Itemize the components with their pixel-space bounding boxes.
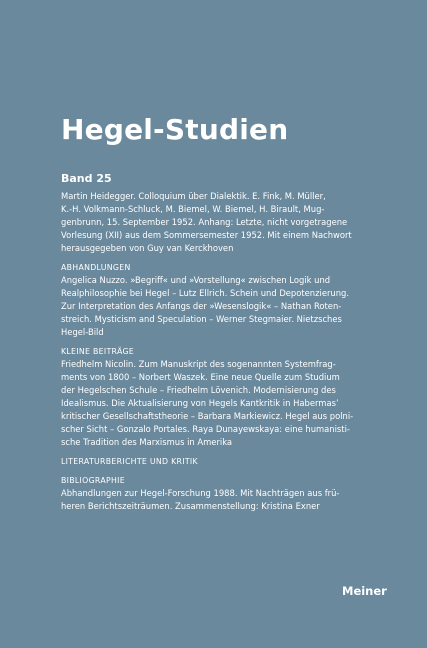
- section-heading-literaturberichte: LITERATURBERICHTE UND KRITIK: [61, 457, 198, 466]
- kleine-beitraege-line: Friedhelm Nicolin. Zum Manuskript des sogenannten Systemfrag-: [61, 359, 336, 369]
- cover-title: Hegel-Studien: [61, 113, 289, 146]
- intro-line: herausgegeben von Guy van Kerckhoven: [61, 243, 234, 253]
- abhandlungen-line: Angelica Nuzzo. »Begriff« und »Vorstellung« zwischen Logik und: [61, 275, 331, 285]
- abhandlungen-line: Zur Interpretation des Anfangs der »Wesenslogik« – Nathan Roten-: [61, 301, 342, 311]
- table-of-contents: [61, 190, 381, 513]
- kleine-beitraege-line: scher Sicht – Gonzalo Portales. Raya Dunayewskaya: eine humanisti-: [61, 424, 350, 434]
- intro-line: K.-H. Volkmann-Schluck, M. Biemel, W. Biemel, H. Birault, Mug-: [61, 204, 325, 214]
- bibliographie-line: heren Berichtszeiträumen. Zusammenstellung: Kristina Exner: [61, 501, 320, 511]
- abhandlungen-line: streich. Mysticism and Speculation – Werner Stegmaier. Nietzsches: [61, 314, 342, 324]
- bibliographie-line: Abhandlungen zur Hegel-Forschung 1988. Mit Nachträgen aus frü-: [61, 488, 340, 498]
- section-heading-bibliographie: BIBLIOGRAPHIE: [61, 476, 125, 485]
- abhandlungen-line: Hegel-Bild: [61, 327, 104, 337]
- volume-label: Band 25: [61, 172, 112, 185]
- kleine-beitraege-line: kritischer Gesellschaftstheorie – Barbara Markiewicz. Hegel aus polni-: [61, 411, 354, 421]
- section-heading-abhandlungen: ABHANDLUNGEN: [61, 263, 131, 272]
- intro-line: Vorlesung (XII) aus dem Sommersemester 1952. Mit einem Nachwort: [61, 230, 352, 240]
- intro-line: Martin Heidegger. Colloquium über Dialektik. E. Fink, M. Müller,: [61, 191, 326, 201]
- kleine-beitraege-line: sche Tradition des Marxismus in Amerika: [61, 437, 233, 447]
- abhandlungen-line: Realphilosophie bei Hegel – Lutz Ellrich. Schein und Depotenzierung.: [61, 288, 350, 298]
- kleine-beitraege-line: ments von 1800 – Norbert Waszek. Eine neue Quelle zum Studium: [61, 372, 340, 382]
- kleine-beitraege-line: der Hegelschen Schule – Friedhelm Lövenich. Modernisierung des: [61, 385, 336, 395]
- intro-line: genbrunn, 15. September 1952. Anhang: Letzte, nicht vorgetragene: [61, 217, 348, 227]
- section-heading-kleine-beitraege: KLEINE BEITRÄGE: [61, 347, 135, 356]
- publisher-name: Meiner: [342, 584, 387, 598]
- kleine-beitraege-line: Idealismus. Die Aktualisierung von Hegels Kantkritik in Habermas’: [61, 398, 339, 408]
